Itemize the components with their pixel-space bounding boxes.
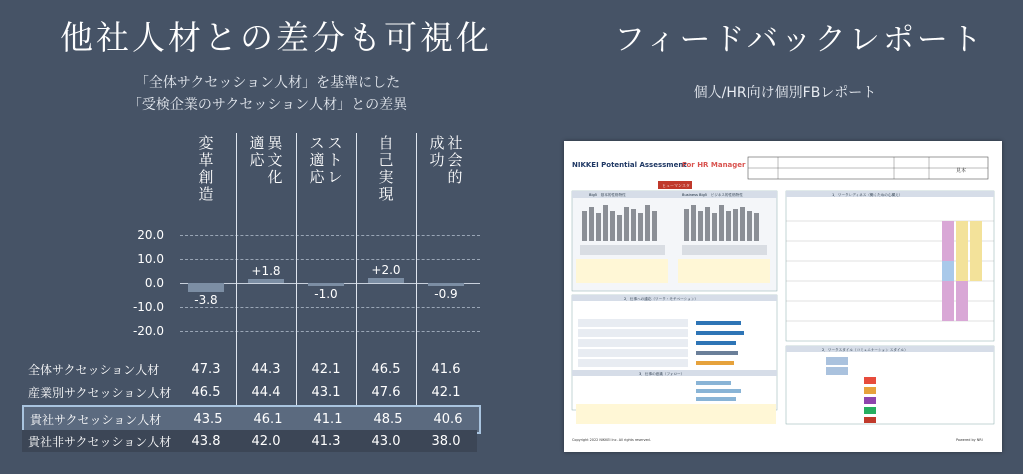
column-header-char: レ: [327, 168, 343, 186]
column-header-char: 文: [267, 151, 283, 169]
report-tag: ヒューマンスタ: [662, 183, 690, 188]
bar: [368, 278, 404, 283]
subtitle-line-1: 「全体サクセッション人材」を基準にした: [134, 75, 401, 91]
column-header-char: 変: [198, 134, 214, 152]
table-cell: 42.0: [251, 433, 281, 449]
row-label: 全体サクセッション人材: [28, 362, 160, 377]
column-header-char: 革: [198, 151, 214, 169]
report-section-right: 1．ワークレディネス（働くための心構え）: [832, 193, 903, 197]
table-cell: 47.6: [371, 384, 401, 400]
table-cell: 48.5: [373, 412, 403, 427]
column-header-char: 自: [378, 134, 394, 152]
bar-value-label: -1.0: [314, 287, 338, 301]
bar-value-label: +2.0: [371, 263, 401, 278]
ytick-label: 20.0: [137, 228, 164, 242]
table-cell: 47.3: [191, 361, 221, 377]
bar-value-label: +1.8: [251, 263, 281, 278]
report-section-mid: 2．仕事への適応（ワーク・モチベーション）: [624, 297, 699, 301]
table-cell: 43.8: [191, 433, 221, 449]
column-header-char: 創: [198, 168, 214, 186]
table-cell: 42.1: [311, 361, 341, 377]
report-title: NIKKEI Potential Assessment: [572, 161, 687, 169]
column-header: [180, 135, 232, 215]
column-header: [420, 135, 472, 215]
subtitle-line-2: 「受検企業のサクセッション人材」との差異: [127, 97, 408, 113]
table-cell: 40.6: [433, 412, 463, 427]
column-header-char: 異: [267, 134, 283, 152]
bar: [248, 279, 284, 283]
table-cell: 42.1: [431, 384, 461, 400]
ytick-label: 0.0: [144, 276, 164, 290]
column-header: [300, 135, 352, 215]
report-footer-left: Copyright 2022 NIKKEI Inc. All rights reserved.: [572, 438, 651, 442]
bar: [428, 283, 464, 286]
column-header-char: 造: [198, 185, 214, 203]
page-title-left: 他社人材との差分も可視化: [60, 18, 492, 57]
report-name-value: 見本: [956, 168, 967, 174]
feedback-report-preview: [564, 141, 1002, 452]
table-row: [22, 430, 477, 452]
column-header: [240, 135, 292, 215]
column-header-char: 会: [447, 151, 463, 169]
report-chart2-title: Business Big5 ビジネス的性格特性: [682, 193, 743, 197]
gridline: [180, 307, 480, 308]
table-cell: 38.0: [431, 433, 461, 449]
report-section-low: 3．仕事の意識（フォロー）: [639, 372, 685, 376]
column-header-char: 適: [249, 134, 265, 152]
bar: [188, 283, 224, 292]
column-header-char: 適: [309, 151, 325, 169]
table-cell: 43.1: [311, 384, 341, 400]
table-row: [22, 358, 477, 380]
table-cell: 46.5: [191, 384, 221, 400]
report-footer-right: Powered by NRI: [956, 438, 983, 442]
table-cell: 41.1: [313, 412, 343, 427]
table-cell: 43.0: [371, 433, 401, 449]
column-header-char: 己: [378, 151, 394, 169]
table-cell: 46.5: [371, 361, 401, 377]
column-header-char: 応: [309, 168, 325, 186]
bar: [308, 283, 344, 286]
column-header-char: 実: [378, 168, 394, 186]
gridline: [180, 331, 480, 332]
column-header-char: ス: [327, 134, 343, 152]
bar-value-label: -3.8: [194, 293, 218, 308]
column-header-char: 化: [267, 168, 283, 186]
row-label: 貴社サクセッション人材: [30, 413, 162, 427]
column-header-char: 的: [447, 168, 463, 186]
ytick-label: -10.0: [132, 300, 164, 314]
row-label: 産業別サクセッション人材: [28, 385, 172, 400]
subtitle-right: 個人/HR向け個別FBレポート: [693, 85, 877, 101]
table-cell: 43.5: [193, 412, 223, 427]
report-title-accent: For HR Manager: [682, 161, 746, 169]
row-label: 貴社非サクセッション人材: [28, 434, 172, 449]
gridline: [180, 259, 480, 260]
column-header: [360, 135, 412, 215]
ytick-label: 10.0: [137, 252, 164, 266]
table-cell: 44.4: [251, 384, 281, 400]
column-header-char: ト: [327, 151, 343, 169]
report-chart1-title: Big5 基本的性格特性: [589, 193, 626, 197]
gridline: [180, 235, 480, 236]
report-section-right2: 2．ワークスタイル（コミュニケーション スタイル）: [822, 348, 908, 352]
column-header-char: 功: [429, 151, 445, 169]
bar-value-label: -0.9: [434, 287, 458, 301]
table-cell: 46.1: [253, 412, 283, 427]
table-cell: 44.3: [251, 361, 281, 377]
column-header-char: 社: [447, 134, 463, 152]
table-cell: 41.3: [311, 433, 341, 449]
table-row: [22, 381, 477, 403]
subtitle-left: [95, 72, 440, 116]
report-thumbnail: [564, 141, 1002, 452]
column-header-char: ス: [309, 134, 325, 152]
column-header-char: 現: [378, 185, 394, 203]
column-header-char: 成: [429, 134, 445, 152]
column-header-char: 応: [249, 151, 265, 169]
ytick-label: -20.0: [132, 324, 164, 338]
table-cell: 41.6: [431, 361, 461, 377]
page-title-right: フィードバックレポート: [614, 22, 985, 58]
